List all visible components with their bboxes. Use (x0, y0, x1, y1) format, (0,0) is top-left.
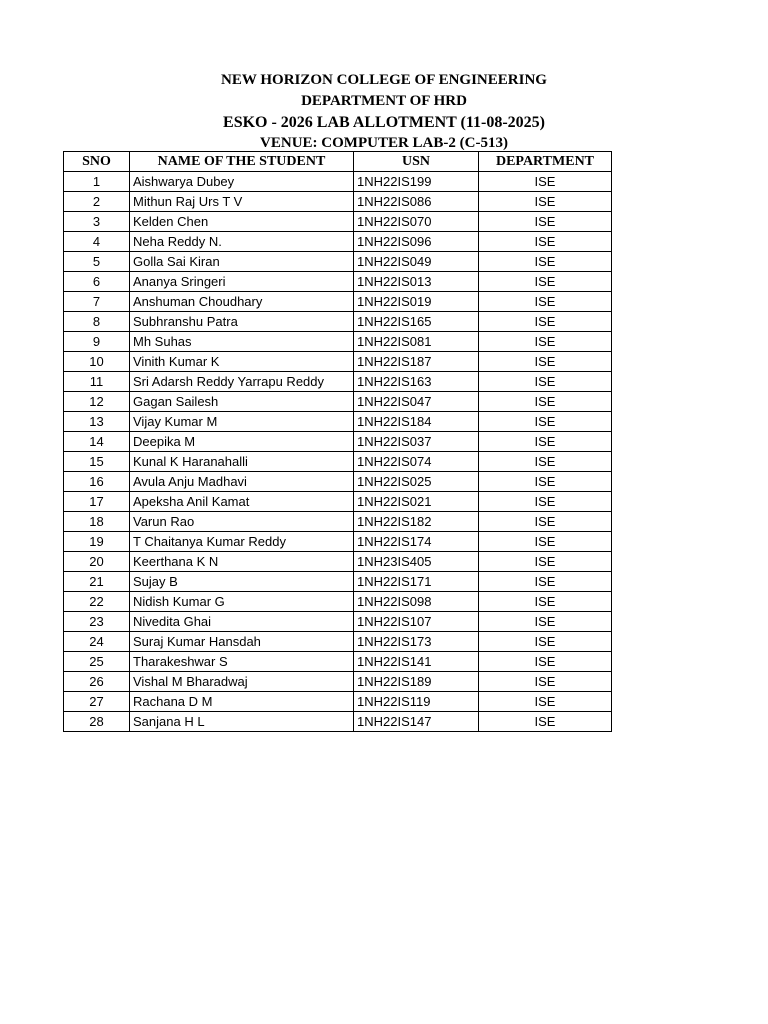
cell-usn: 1NH22IS182 (354, 512, 479, 532)
table-row (64, 652, 612, 672)
department-name: DEPARTMENT OF HRD (301, 93, 467, 109)
column-header-sno: SNO (64, 152, 130, 172)
cell-student-name: Apeksha Anil Kamat (130, 492, 354, 512)
cell-department: ISE (479, 392, 612, 412)
cell-usn: 1NH22IS081 (354, 332, 479, 352)
cell-usn: 1NH22IS074 (354, 452, 479, 472)
cell-student-name: Keerthana K N (130, 552, 354, 572)
cell-department: ISE (479, 612, 612, 632)
cell-student-name: Tharakeshwar S (130, 652, 354, 672)
cell-sno: 11 (64, 372, 130, 392)
cell-usn: 1NH22IS047 (354, 392, 479, 412)
cell-student-name: Varun Rao (130, 512, 354, 532)
cell-usn: 1NH22IS107 (354, 612, 479, 632)
cell-usn: 1NH22IS021 (354, 492, 479, 512)
cell-student-name: Sanjana H L (130, 712, 354, 732)
cell-usn: 1NH22IS086 (354, 192, 479, 212)
cell-usn: 1NH22IS147 (354, 712, 479, 732)
cell-sno: 4 (64, 232, 130, 252)
cell-department: ISE (479, 252, 612, 272)
cell-sno: 16 (64, 472, 130, 492)
college-name: NEW HORIZON COLLEGE OF ENGINEERING (221, 72, 547, 88)
cell-student-name: Neha Reddy N. (130, 232, 354, 252)
cell-department: ISE (479, 312, 612, 332)
table-row (64, 612, 612, 632)
cell-student-name: Ananya Sringeri (130, 272, 354, 292)
cell-usn: 1NH22IS049 (354, 252, 479, 272)
table-row (64, 392, 612, 412)
cell-usn: 1NH22IS163 (354, 372, 479, 392)
cell-sno: 18 (64, 512, 130, 532)
cell-department: ISE (479, 672, 612, 692)
cell-usn: 1NH22IS173 (354, 632, 479, 652)
cell-sno: 15 (64, 452, 130, 472)
cell-sno: 28 (64, 712, 130, 732)
table-row (64, 472, 612, 492)
table-row (64, 372, 612, 392)
venue-line: VENUE: COMPUTER LAB-2 (C-513) (260, 135, 508, 151)
cell-student-name: Kunal K Haranahalli (130, 452, 354, 472)
cell-usn: 1NH22IS174 (354, 532, 479, 552)
cell-department: ISE (479, 652, 612, 672)
table-row (64, 312, 612, 332)
cell-department: ISE (479, 572, 612, 592)
table-row (64, 412, 612, 432)
cell-sno: 6 (64, 272, 130, 292)
cell-usn: 1NH22IS013 (354, 272, 479, 292)
cell-department: ISE (479, 332, 612, 352)
cell-usn: 1NH22IS025 (354, 472, 479, 492)
cell-department: ISE (479, 352, 612, 372)
cell-department: ISE (479, 592, 612, 612)
cell-student-name: T Chaitanya Kumar Reddy (130, 532, 354, 552)
cell-sno: 10 (64, 352, 130, 372)
cell-sno: 26 (64, 672, 130, 692)
document-header (0, 70, 768, 154)
table-row (64, 192, 612, 212)
table-row (64, 452, 612, 472)
cell-student-name: Sujay B (130, 572, 354, 592)
table-row (64, 592, 612, 612)
cell-student-name: Suraj Kumar Hansdah (130, 632, 354, 652)
cell-student-name: Vishal M Bharadwaj (130, 672, 354, 692)
allotment-table (63, 151, 612, 732)
table-row (64, 672, 612, 692)
cell-usn: 1NH22IS037 (354, 432, 479, 452)
cell-sno: 17 (64, 492, 130, 512)
table-row (64, 232, 612, 252)
cell-department: ISE (479, 552, 612, 572)
cell-sno: 1 (64, 172, 130, 192)
table-row (64, 332, 612, 352)
table-row (64, 172, 612, 192)
cell-usn: 1NH22IS070 (354, 212, 479, 232)
cell-department: ISE (479, 512, 612, 532)
cell-department: ISE (479, 692, 612, 712)
cell-usn: 1NH22IS019 (354, 292, 479, 312)
table-row (64, 572, 612, 592)
cell-usn: 1NH22IS184 (354, 412, 479, 432)
cell-sno: 22 (64, 592, 130, 612)
cell-student-name: Deepika M (130, 432, 354, 452)
cell-student-name: Golla Sai Kiran (130, 252, 354, 272)
table-row (64, 492, 612, 512)
column-header-department: DEPARTMENT (479, 152, 612, 172)
table-row (64, 212, 612, 232)
cell-student-name: Vinith Kumar K (130, 352, 354, 372)
cell-sno: 25 (64, 652, 130, 672)
table-row (64, 532, 612, 552)
allotment-title: ESKO - 2026 LAB ALLOTMENT (11-08-2025) (223, 114, 545, 131)
cell-sno: 19 (64, 532, 130, 552)
cell-department: ISE (479, 192, 612, 212)
cell-sno: 8 (64, 312, 130, 332)
cell-sno: 14 (64, 432, 130, 452)
cell-student-name: Nidish Kumar G (130, 592, 354, 612)
table-row (64, 352, 612, 372)
cell-student-name: Anshuman Choudhary (130, 292, 354, 312)
table-row (64, 692, 612, 712)
cell-department: ISE (479, 172, 612, 192)
cell-department: ISE (479, 212, 612, 232)
cell-department: ISE (479, 712, 612, 732)
table-row (64, 712, 612, 732)
cell-student-name: Kelden Chen (130, 212, 354, 232)
cell-student-name: Rachana D M (130, 692, 354, 712)
table-row (64, 512, 612, 532)
cell-usn: 1NH22IS189 (354, 672, 479, 692)
cell-department: ISE (479, 412, 612, 432)
cell-sno: 2 (64, 192, 130, 212)
cell-sno: 27 (64, 692, 130, 712)
cell-student-name: Vijay Kumar M (130, 412, 354, 432)
table-header-row (64, 152, 612, 172)
cell-student-name: Subhranshu Patra (130, 312, 354, 332)
cell-sno: 12 (64, 392, 130, 412)
cell-sno: 24 (64, 632, 130, 652)
table-body (64, 172, 612, 732)
cell-usn: 1NH22IS187 (354, 352, 479, 372)
cell-department: ISE (479, 452, 612, 472)
cell-student-name: Avula Anju Madhavi (130, 472, 354, 492)
cell-student-name: Gagan Sailesh (130, 392, 354, 412)
column-header-name: NAME OF THE STUDENT (130, 152, 354, 172)
cell-department: ISE (479, 232, 612, 252)
cell-sno: 7 (64, 292, 130, 312)
cell-student-name: Mh Suhas (130, 332, 354, 352)
cell-usn: 1NH22IS119 (354, 692, 479, 712)
cell-usn: 1NH22IS165 (354, 312, 479, 332)
cell-sno: 20 (64, 552, 130, 572)
cell-department: ISE (479, 472, 612, 492)
cell-department: ISE (479, 532, 612, 552)
cell-student-name: Nivedita Ghai (130, 612, 354, 632)
cell-sno: 9 (64, 332, 130, 352)
cell-student-name: Mithun Raj Urs T V (130, 192, 354, 212)
cell-student-name: Sri Adarsh Reddy Yarrapu Reddy (130, 372, 354, 392)
cell-department: ISE (479, 272, 612, 292)
table-row (64, 552, 612, 572)
cell-sno: 23 (64, 612, 130, 632)
table-row (64, 432, 612, 452)
cell-sno: 13 (64, 412, 130, 432)
cell-usn: 1NH22IS098 (354, 592, 479, 612)
cell-usn: 1NH22IS171 (354, 572, 479, 592)
table-row (64, 272, 612, 292)
cell-usn: 1NH22IS141 (354, 652, 479, 672)
table-row (64, 632, 612, 652)
cell-department: ISE (479, 492, 612, 512)
cell-student-name: Aishwarya Dubey (130, 172, 354, 192)
cell-sno: 21 (64, 572, 130, 592)
cell-usn: 1NH22IS096 (354, 232, 479, 252)
table-row (64, 292, 612, 312)
cell-department: ISE (479, 372, 612, 392)
cell-department: ISE (479, 632, 612, 652)
cell-usn: 1NH23IS405 (354, 552, 479, 572)
cell-usn: 1NH22IS199 (354, 172, 479, 192)
cell-department: ISE (479, 432, 612, 452)
cell-department: ISE (479, 292, 612, 312)
table-row (64, 252, 612, 272)
cell-sno: 5 (64, 252, 130, 272)
column-header-usn: USN (354, 152, 479, 172)
cell-sno: 3 (64, 212, 130, 232)
